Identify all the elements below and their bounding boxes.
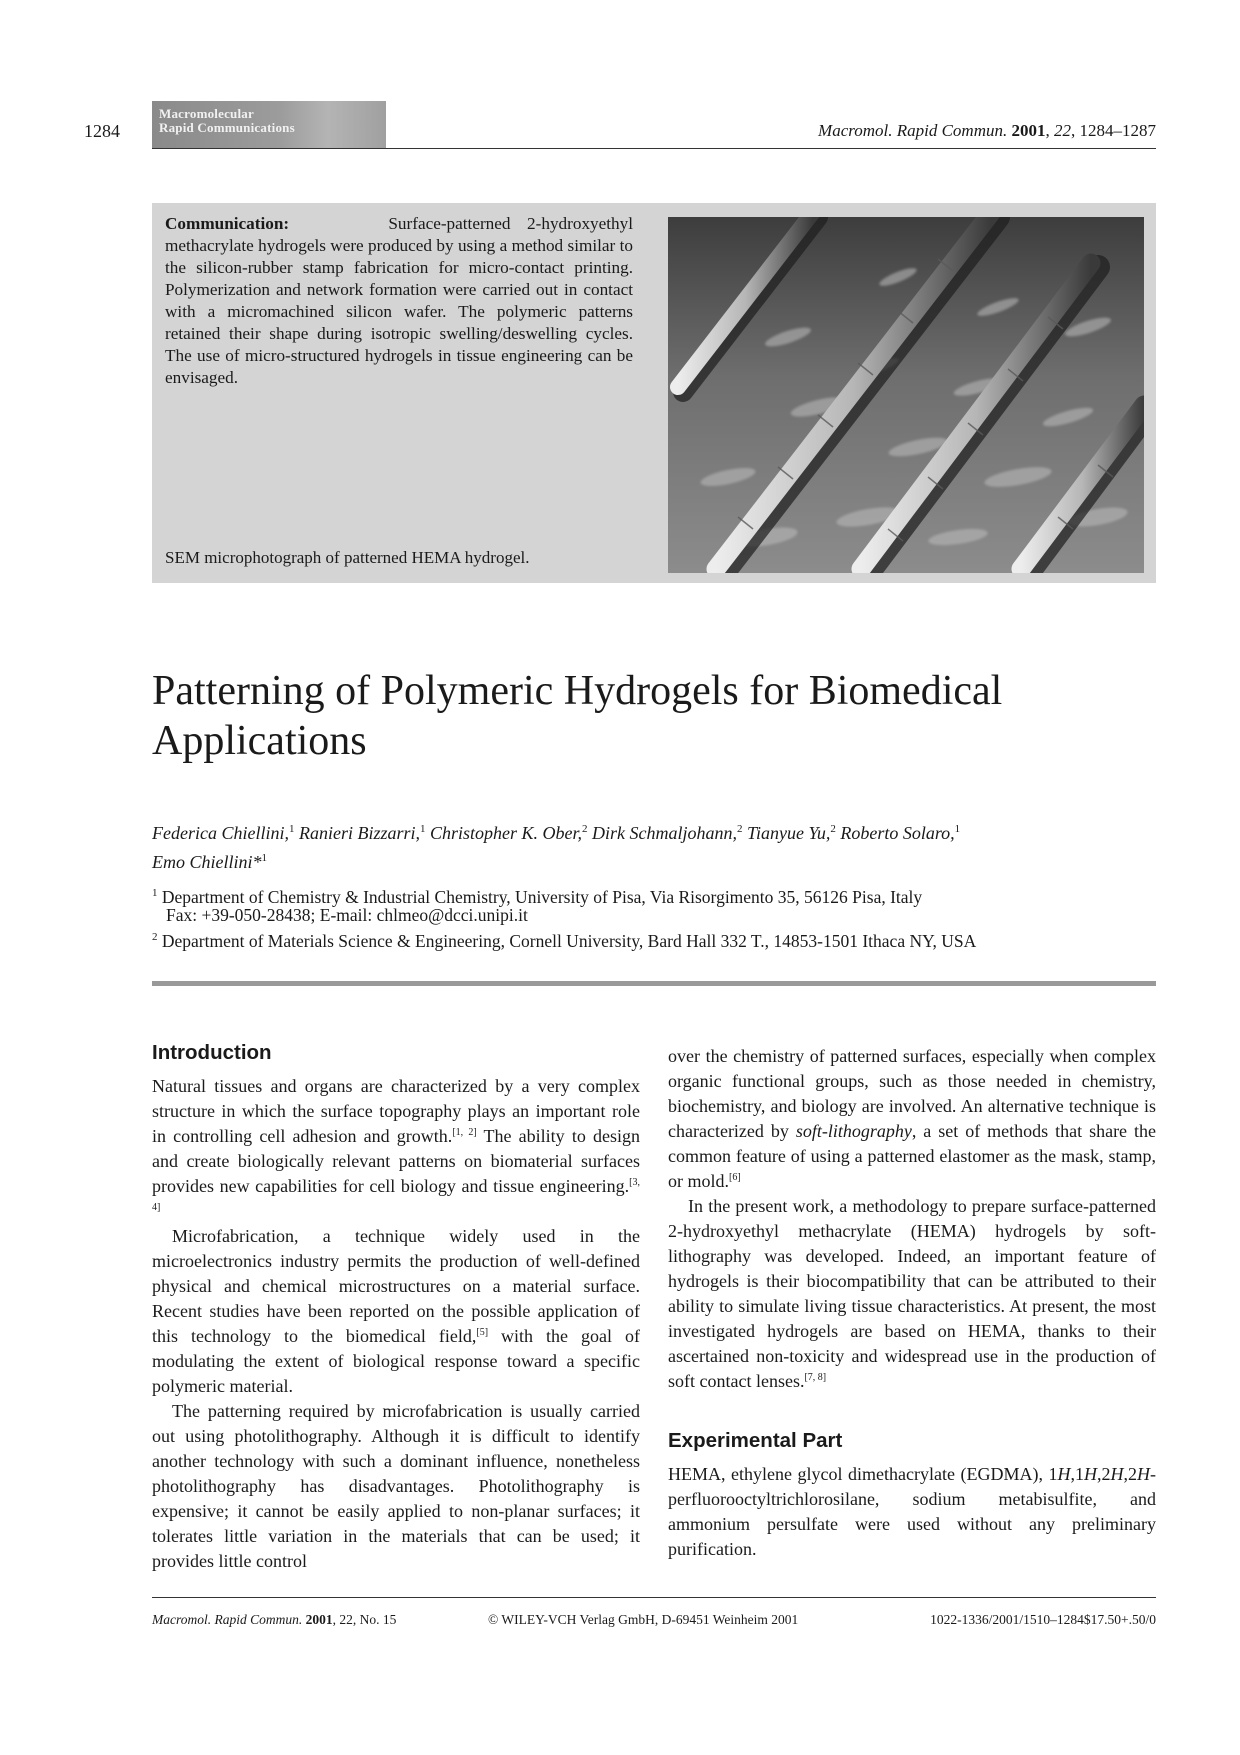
text-run: Microfabrication, a technique widely used in the microelectronics industry permits the production of well-defined physical and chemical microstructures on a material surface. Recent studies have been reported on the possible application of this technology to the biomedical field, [152, 1226, 640, 1346]
footer-copyright: © WILEY-VCH Verlag GmbH, D-69451 Weinheim 2001 [488, 1612, 799, 1627]
intro-paragraph-3-continued [668, 1044, 1156, 1194]
author: Dirk Schmaljohann, [592, 823, 737, 843]
text-run: In the present work, a methodology to prepare surface-patterned 2-hydroxyethyl methacrylate (HEMA) hydrogels by soft-lithography was developed. Indeed, an important feature of hydrogels is their biocompatibility that can be attributed to their ability to simulate living tissue characteristics. At present, the most investigated hydrogels are based on HEMA, thanks to their ascertained non-toxicity and widespread use in the production of soft contact lenses. [668, 1196, 1156, 1391]
author: Emo Chiellini* [152, 852, 262, 872]
paper-title: Patterning of Polymeric Hydrogels for Biomedical Applications [152, 668, 1003, 764]
affiliation-2 [152, 926, 1156, 952]
text-run: Natural tissues and organs are characterized by a very complex structure in which the surface topography plays an important role in controlling cell adhesion and growth. [152, 1076, 640, 1146]
text-run: ,1 [1070, 1464, 1084, 1484]
citation: [6] [729, 1172, 741, 1183]
footer-volume: , 22, No. 15 [332, 1612, 397, 1627]
abstract-label: Communication: [165, 214, 290, 233]
sem-microphotograph [668, 217, 1144, 573]
abstract-text [165, 213, 633, 389]
author: Federica Chiellini, [152, 823, 289, 843]
left-column [152, 1040, 640, 1574]
author: Ranieri Bizzarri, [298, 823, 420, 843]
graphical-abstract-box [152, 203, 1156, 583]
right-column [668, 1044, 1156, 1562]
text-run: with the goal of modulating the extent of biological response toward a specific polymeric material. [152, 1326, 640, 1396]
header-rule [152, 148, 1156, 149]
author-affiliation-mark: 2 [830, 823, 836, 835]
author-affiliation-mark: 1 [419, 823, 426, 835]
logo-line-1: Macromolecular [159, 106, 254, 121]
running-head-year: 2001 [1011, 121, 1046, 140]
text-run: -perfluorooctyltrichlorosilane, sodium metabisulfite, and ammonium persulfate were used without any preliminary purification. [668, 1464, 1156, 1559]
author-affiliation-mark: 2 [582, 823, 588, 835]
experimental-paragraph-1 [668, 1462, 1156, 1562]
page-number: 1284 [84, 121, 120, 141]
footer-citation [152, 1612, 396, 1628]
footer-year: 2001 [305, 1612, 333, 1627]
emphasis: soft-lithography [795, 1121, 912, 1141]
author-affiliation-mark: 2 [736, 823, 743, 835]
citation: [1, 2] [452, 1127, 477, 1138]
emphasis: H [1110, 1464, 1124, 1484]
affiliation-1-text: Department of Chemistry & Industrial Chemistry, University of Pisa, Via Risorgimento 35, 56126 Pisa, Italy [161, 886, 923, 907]
text-run: HEMA, ethylene glycol dimethacrylate (EGDMA), 1 [668, 1464, 1058, 1484]
intro-paragraph-3: The patterning required by microfabrication is usually carried out using photolithography. Although it is difficult to identify another technology with such a dominant influence, nonetheless photolithography has disadvantages. Photolithography is expensive; it cannot be easily applied to non-planar surfaces; it tolerates little variation in the materials that can be used; it provides little control [152, 1401, 640, 1571]
affiliation-1-contact: Fax: +39-050-28438; E-mail: chlmeo@dcci.unipi.it [166, 905, 528, 925]
graphic-caption: SEM microphotograph of patterned HEMA hydrogel. [165, 548, 530, 567]
citation: [5] [476, 1327, 489, 1338]
running-head-volume: 22 [1054, 121, 1071, 140]
text-run: The ability to design and create biologically relevant patterns on biomaterial surfaces provides new capabilities for cell biology and tissue engineering. [152, 1126, 640, 1196]
author: Roberto Solaro, [840, 823, 955, 843]
affiliation-mark: 1 [152, 887, 158, 899]
citation: [7, 8] [804, 1372, 827, 1383]
author-affiliation-mark: 1 [288, 823, 295, 835]
running-head-pages: 1284–1287 [1079, 121, 1156, 140]
running-head: Macromol. Rapid Commun. 2001, 22, 1284–1287 [818, 121, 1156, 140]
running-head-journal: Macromol. Rapid Commun. [818, 121, 1008, 140]
author: Christopher K. Ober, [429, 823, 582, 843]
affiliation-2-text: Department of Materials Science & Engineering, Cornell University, Bard Hall 332 T., 14853-1501 Ithaca NY, USA [161, 930, 977, 951]
footer-rule [152, 1597, 1156, 1598]
intro-paragraph-2 [152, 1224, 640, 1399]
text-run: ,2 [1123, 1464, 1137, 1484]
author-list [152, 817, 1156, 875]
section-divider [152, 981, 1156, 986]
intro-paragraph-4 [668, 1194, 1156, 1394]
text-run: over the chemistry of patterned surfaces, especially when complex organic functional groups, such as those needed in chemistry, biochemistry, and biology are involved. An alternative technique is characterized by [668, 1046, 1156, 1141]
affiliation-mark: 2 [152, 931, 158, 943]
citation: [3, 4] [152, 1177, 640, 1213]
intro-paragraph-1 [152, 1074, 640, 1224]
emphasis: H [1084, 1464, 1097, 1484]
author-affiliation-mark: 1 [261, 852, 267, 864]
journal-logo [152, 101, 386, 148]
logo-line-2: Rapid Communications [159, 120, 295, 135]
author-affiliation-mark: 1 [954, 823, 961, 835]
experimental-heading: Experimental Part [668, 1429, 843, 1452]
text-run: ,2 [1097, 1464, 1111, 1484]
emphasis: H [1057, 1464, 1071, 1484]
text-run: , a set of methods that share the common feature of using a patterned elastomer as the mask, stamp, or mold. [668, 1121, 1156, 1191]
footer-code: 1022-1336/2001/1510–1284$17.50+.50/0 [930, 1612, 1156, 1627]
introduction-heading: Introduction [152, 1041, 272, 1064]
emphasis: H [1137, 1464, 1150, 1484]
footer-journal: Macromol. Rapid Commun. [152, 1612, 303, 1627]
author: Tianyue Yu, [746, 823, 831, 843]
abstract-body: Surface-patterned 2-hydroxyethyl methacrylate hydrogels were produced by using a method similar to the silicon-rubber stamp fabrication for micro-contact printing. Polymerization and network formation were carried out in contact with a micromachined silicon wafer. The polymeric patterns retained their shape during isotropic swelling/deswelling cycles. The use of micro-structured hydrogels in tissue engineering can be envisaged. [165, 214, 633, 387]
